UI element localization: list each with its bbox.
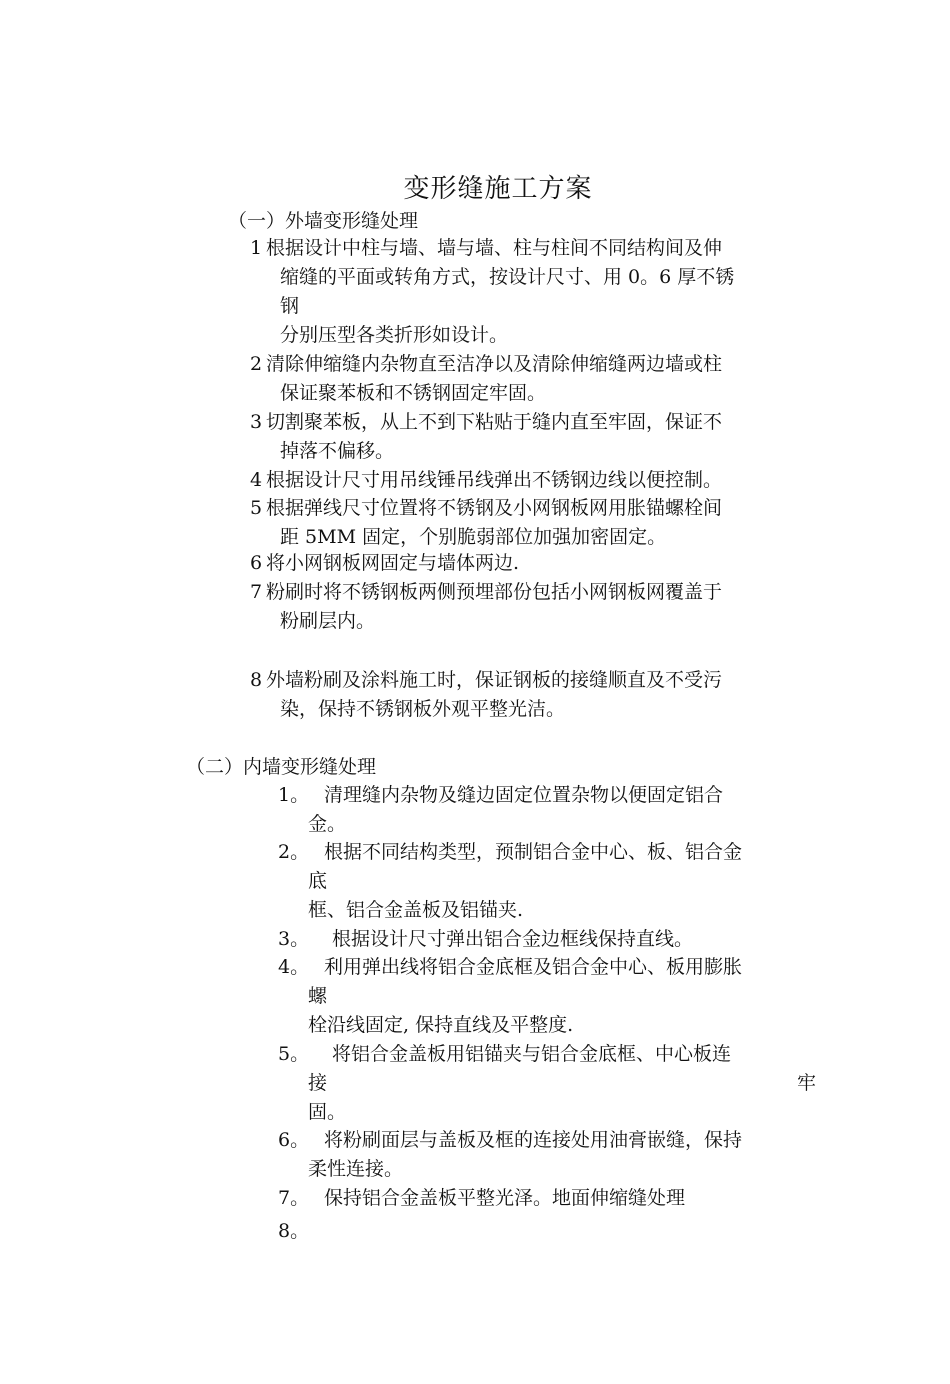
- item-line: 粉刷层内。: [280, 610, 376, 632]
- interior-item-4: [278, 953, 816, 1040]
- item-line: 掉落不偏移。: [280, 440, 395, 462]
- exterior-item-6: [250, 549, 816, 578]
- item-line: 将铝合金盖板用铝锚夹与铝合金底框、中心板连: [332, 1043, 732, 1065]
- section-heading-interior: （二）内墙变形缝处理: [186, 756, 377, 778]
- exterior-item-4: [250, 466, 816, 495]
- exterior-item-3: [250, 408, 816, 466]
- item-line: 金。: [308, 813, 347, 835]
- interior-item-5: [278, 1040, 816, 1127]
- exterior-item-1: [250, 234, 816, 350]
- item-word: 接: [308, 1072, 328, 1094]
- item-line: 根据设计尺寸弹出铝合金边框线保持直线。: [332, 928, 694, 950]
- item-line: 将小网钢板网固定与墙体两边.: [266, 552, 520, 574]
- item-number: 7: [250, 581, 263, 603]
- item-line: 利用弹出线将铝合金底框及铝合金中心、板用膨胀: [324, 956, 743, 978]
- item-number: 4: [250, 469, 263, 491]
- item-line-justified: [278, 1069, 816, 1098]
- item-line: 根据设计中柱与墙、墙与墙、柱与柱间不同结构间及伸: [266, 237, 723, 259]
- item-number: 7。: [278, 1187, 310, 1209]
- item-number: 8: [250, 669, 263, 691]
- item-line: 根据不同结构类型，预制铝合金中心、板、铝合金: [324, 841, 743, 863]
- interior-item-7: [278, 1184, 816, 1213]
- section-heading-exterior: （一）外墙变形缝处理: [228, 210, 419, 232]
- item-line: 分别压型各类折形如设计。: [280, 324, 509, 346]
- item-line: 粉刷时将不锈钢板两侧预埋部份包括小网钢板网覆盖于: [266, 581, 723, 603]
- item-line: 清理缝内杂物及缝边固定位置杂物以便固定铝合: [324, 784, 724, 806]
- interior-item-6: [278, 1126, 816, 1184]
- exterior-item-8: [250, 666, 816, 724]
- interior-item-3: [278, 925, 816, 954]
- item-line: 保证聚苯板和不锈钢固定牢固。: [280, 382, 547, 404]
- item-line: 柔性连接。: [308, 1158, 404, 1180]
- item-line: 钢: [280, 295, 300, 317]
- item-number: 2: [250, 353, 263, 375]
- item-number: 1: [250, 237, 263, 259]
- item-line: 外墙粉刷及涂料施工时，保证钢板的接缝顺直及不受污: [266, 669, 723, 691]
- item-line: 固。: [308, 1101, 347, 1123]
- document-title: 变形缝施工方案: [403, 174, 593, 204]
- item-number: 8。: [278, 1220, 310, 1242]
- item-number: 4。: [278, 956, 310, 978]
- item-number: 2。: [278, 841, 310, 863]
- item-line: 螺: [308, 985, 328, 1007]
- item-line: 根据弹线尺寸位置将不锈钢及小网钢板网用胀锚螺栓间: [266, 497, 723, 519]
- interior-item-1: [278, 781, 816, 839]
- item-number: 3: [250, 411, 263, 433]
- item-line: 将粉刷面层与盖板及框的连接处用油膏嵌缝，保持: [324, 1129, 743, 1151]
- item-line: 底: [308, 870, 328, 892]
- exterior-item-7: [250, 578, 816, 636]
- exterior-item-5: [250, 494, 816, 552]
- item-number: 1。: [278, 784, 310, 806]
- exterior-item-2: [250, 350, 816, 408]
- interior-item-2: [278, 838, 816, 925]
- item-line: 保持铝合金盖板平整光泽。地面伸缩缝处理: [324, 1187, 686, 1209]
- item-line: 缩缝的平面或转角方式，按设计尺寸、用 0。6 厚不锈: [280, 266, 735, 288]
- item-line: 切割聚苯板，从上不到下粘贴于缝内直至牢固，保证不: [266, 411, 723, 433]
- item-number: 5。: [278, 1043, 310, 1065]
- item-word: 牢: [796, 1072, 816, 1094]
- item-line: 框、铝合金盖板及铝锚夹.: [308, 899, 524, 921]
- item-line: 清除伸缩缝内杂物直至洁净以及清除伸缩缝两边墙或柱: [266, 353, 723, 375]
- item-line: 根据设计尺寸用吊线锤吊线弹出不锈钢边线以便控制。: [266, 469, 723, 491]
- item-number: 6: [250, 552, 263, 574]
- item-line: 染，保持不锈钢板外观平整光洁。: [280, 698, 566, 720]
- item-line: 栓沿线固定, 保持直线及平整度.: [308, 1014, 574, 1036]
- item-line: 距 5MM 固定，个别脆弱部位加强加密固定。: [280, 526, 667, 548]
- item-number: 6。: [278, 1129, 310, 1151]
- item-number: 5: [250, 497, 263, 519]
- item-number: 3。: [278, 928, 310, 950]
